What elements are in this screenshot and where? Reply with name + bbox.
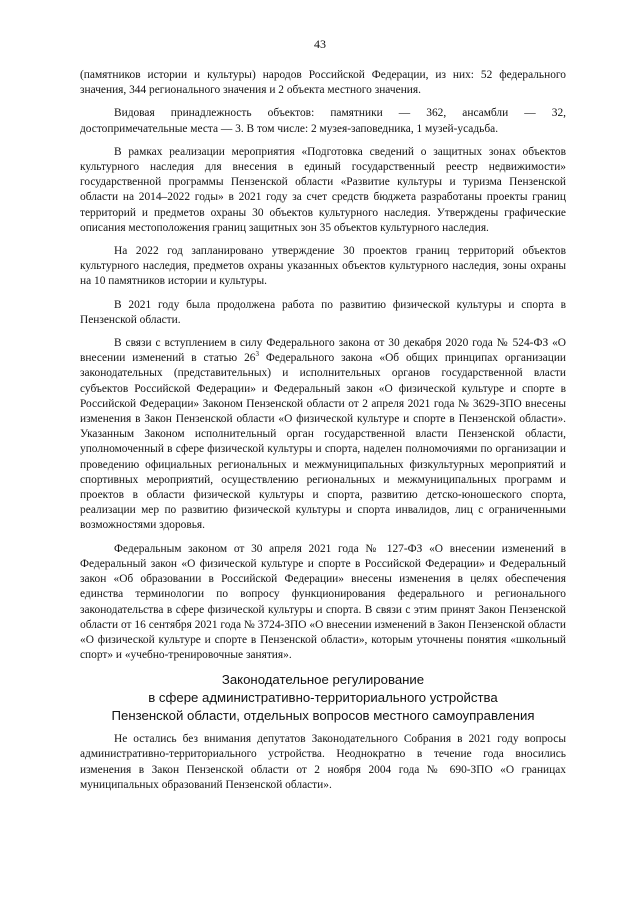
paragraph-law-127fz: Федеральным законом от 30 апреля 2021 года № 127-ФЗ «О внесении изменений в Федеральный закон «О физической культуре и спорте в Российской Федерации» и Федеральный закон «Об образовании в Российской Федерации» внесены изменения в целях обеспечения единства терминологии по вопросу функционирования федерального и регионального законодательства в сфере физической культуры и спорта. В связи с этим принят Закон Пензенской области от 16 сентября 2021 года № 3724-ЗПО «О внесении изменений в Закон Пензенской области «О физической культуре и спорте в Пензенской области», которым уточнены понятия «школьный спорт» и «учебно-тренировочные занятия».	[80, 542, 566, 662]
paragraph-monuments-count: (памятников истории и культуры) народов Российской Федерации, из них: 52 федерального значения, 344 регионального значения и 2 объекта местного значения.	[80, 69, 566, 97]
law-text-end: Федерального закона «Об общих принципах организации законодательных (представительных) и исполнительных органов государственной власти субъектов Российской Федерации» и Федеральный закон «О физической культуре и спорте в Российской Федерации» Законом Пензенской области от 2 апреля 2021 года № 3629-ЗПО внесены изменения в Закон Пензенской области «О физической культуре и спорте в Пензенской области». Указанным Законом исполнительный орган государственной власти Пензенской области, уполномоченный в сфере физической культуры и спорта, наделен полномочиями по организации и проведению официальных региональных и межмуниципальных физкультурных мероприятий и спортивных мероприятий, осуществлению региональных и межмуниципальных программ и проектов в области физической культуры и спорта, развитию детско-юношеского спорта, реализации мер по развитию физической культуры и спорта инвалидов, лиц с ограниченными возможностями здоровья.	[80, 352, 567, 532]
paragraph-law-524fz	[80, 336, 566, 534]
section-heading-line-2: в сфере административно-территориального устройства	[148, 689, 498, 705]
paragraph-sports-intro: В 2021 году была продолжена работа по развитию физической культуры и спорта в Пензенской области.	[80, 298, 566, 326]
paragraph-admin-territorial: Не остались без внимания депутатов Законодательного Собрания в 2021 году вопросы административно-территориального устройства. Неоднократно в течение года вносились изменения в Закон Пензенской области от 2 ноября 2004 года № 690-ЗПО «О границах муниципальных образований Пензенской области».	[80, 733, 566, 791]
page-number: 43	[314, 37, 326, 51]
page-content	[80, 68, 566, 801]
section-heading-line-3: Пензенской области, отдельных вопросов местного самоуправления	[111, 707, 535, 723]
paragraph-monument-types: Видовая принадлежность объектов: памятники — 362, ансамбли — 32, достопримечательные места — 3. В том числе: 2 музея-заповедника, 1 музей-усадьба.	[80, 107, 566, 135]
section-heading	[80, 671, 566, 724]
section-heading-line-1: Законодательное регулирование	[221, 672, 425, 688]
law-text-start: В связи с вступлением в силу Федерального закона от 30 декабря 2020 года № 524-ФЗ «О внесении изменений в статью 26	[80, 337, 566, 365]
paragraph-plans-2022: На 2022 год запланировано утверждение 30 проектов границ территорий объектов культурного наследия, предметов охраны указанных объектов культурного наследия, зоны охраны на 10 памятников истории и культуры.	[80, 245, 566, 288]
paragraph-protection-zones: В рамках реализации мероприятия «Подготовка сведений о защитных зонах объектов культурного наследия для внесения в единый государственный реестр недвижимости» государственной программы Пензенской области «Развитие культуры и туризма Пензенской области на 2014–2022 годы» в 2021 году за счет средств бюджета разработаны проекты границ территорий и предметов охраны 30 объектов культурного наследия. Утверждены графические описания местоположения границ защитных зон 35 объектов культурного наследия.	[80, 145, 566, 234]
article-superscript: 3	[255, 350, 259, 359]
